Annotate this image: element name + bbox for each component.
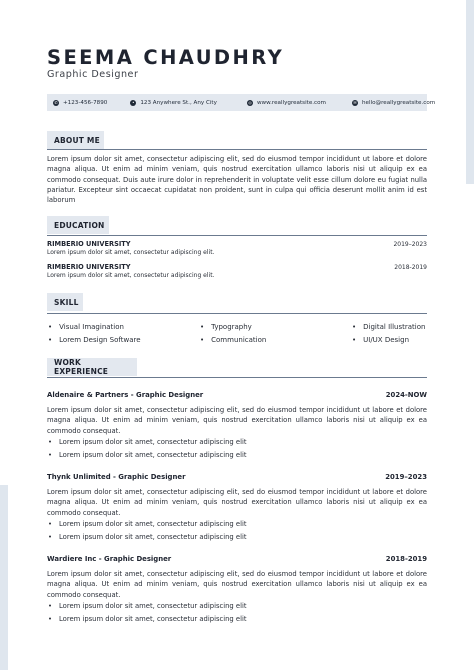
education-school: RIMBERIO UNIVERSITY	[47, 240, 131, 248]
job-description: Lorem ipsum dolor sit amet, consectetur adipiscing elit, sed do eiusmod tempor incididunt ut labore et dolore magna aliqua. Ut enim ad minim veniam, quis nostrud exercitation ullamco laboris nisi ut aliquip ex ea commodo consequat.	[47, 570, 427, 599]
job-bullet-text: Lorem ipsum dolor sit amet, consectetur adipiscing elit	[59, 438, 247, 446]
contact-email-text[interactable]: hello@reallygreatsite.com	[362, 99, 436, 106]
section-rule	[47, 313, 427, 314]
job-bullet: • Lorem ipsum dolor sit amet, consectetur adipiscing elit	[48, 615, 247, 623]
job-bullet-text: Lorem ipsum dolor sit amet, consectetur adipiscing elit	[59, 520, 247, 528]
skill-item: • Visual Imagination	[47, 323, 124, 331]
job-bullet-text: Lorem ipsum dolor sit amet, consectetur adipiscing elit	[59, 602, 247, 610]
skill-item: • UI/UX Design	[351, 336, 409, 344]
education-school: RIMBERIO UNIVERSITY	[47, 263, 131, 271]
contact-bar	[47, 94, 436, 111]
skill-item: • Lorem Design Software	[47, 336, 141, 344]
job-title: Aldenaire & Partners - Graphic Designer	[47, 391, 204, 399]
skill-item: • Communication	[199, 336, 266, 344]
section-heading-education: EDUCATION	[47, 216, 109, 234]
education-desc: Lorem ipsum dolor sit amet, consectetur adipiscing elit.	[47, 249, 215, 256]
education-entry	[47, 263, 427, 279]
location-pin-icon: •	[132, 99, 135, 105]
education-entry	[47, 240, 427, 256]
education-years: 2019–2023	[393, 241, 427, 248]
job-bullet-text: Lorem ipsum dolor sit amet, consectetur adipiscing elit	[59, 615, 247, 623]
contact-phone-text: +123-456-7890	[63, 99, 108, 106]
contact-address-text: 123 Anywhere St., Any City	[140, 99, 217, 106]
job-bullet-text: Lorem ipsum dolor sit amet, consectetur adipiscing elit	[59, 451, 247, 459]
section-heading-work: WORK EXPERIENCE	[47, 358, 137, 376]
education-years: 2018-2019	[394, 264, 427, 271]
section-rule	[47, 377, 427, 378]
skill-item: • Digital Illustration	[351, 323, 425, 331]
job-bullet-text: Lorem ipsum dolor sit amet, consectetur adipiscing elit	[59, 533, 247, 541]
skill-item: • Typography	[199, 323, 252, 331]
decorative-band-left	[0, 485, 8, 670]
globe-icon: ◎	[248, 99, 252, 105]
job-description: Lorem ipsum dolor sit amet, consectetur adipiscing elit, sed do eiusmod tempor incididunt ut labore et dolore magna aliqua. Ut enim ad minim veniam, quis nostrud exercitation ullamco laboris nisi ut aliquip ex ea commodo consequat.	[47, 406, 427, 435]
contact-address	[130, 100, 217, 106]
job-years: 2024-NOW	[385, 391, 427, 399]
contact-website-text[interactable]: www.reallygreatsite.com	[256, 99, 327, 106]
section-rule	[47, 149, 427, 150]
section-heading-skill: SKILL	[47, 293, 83, 311]
candidate-name: SEEMA CHAUDHRY	[47, 46, 285, 69]
job-bullet: • Lorem ipsum dolor sit amet, consectetur adipiscing elit	[48, 451, 247, 459]
section-heading-about: ABOUT ME	[47, 131, 104, 149]
job-description: Lorem ipsum dolor sit amet, consectetur adipiscing elit, sed do eiusmod tempor incididunt ut labore et dolore magna aliqua. Ut enim ad minim veniam, quis nostrud exercitation ullamco laboris nisi ut aliquip ex ea commodo consequat.	[47, 488, 427, 517]
about-text: Lorem ipsum dolor sit amet, consectetur adipiscing elit, sed do eiusmod tempor incididunt ut labore et dolore magna aliqua. Ut enim ad minim veniam, quis nostrud exercitation ullamco laboris nisi ut aliquip ex ea commodo consequat. Duis aute irure dolor in reprehenderit in voluptate velit esse cillum dolore eu fugiat nulla pariatur. Excepteur sint occaecat cupidatat non proident, sunt in culpa qui officia deserunt mollit anim id est laborum	[47, 155, 427, 205]
contact-phone	[53, 100, 107, 106]
decorative-band-right	[466, 0, 474, 184]
contact-website[interactable]	[247, 100, 326, 106]
job-bullet: • Lorem ipsum dolor sit amet, consectetur adipiscing elit	[48, 533, 247, 541]
job-bullet: • Lorem ipsum dolor sit amet, consectetur adipiscing elit	[48, 520, 247, 528]
section-rule	[47, 235, 427, 236]
education-desc: Lorem ipsum dolor sit amet, consectetur adipiscing elit.	[47, 272, 215, 279]
job-title: Thynk Unlimited - Graphic Designer	[47, 473, 186, 481]
mail-icon: ✉	[353, 99, 357, 105]
job-title: Wardiere Inc - Graphic Designer	[47, 555, 172, 563]
job-years: 2018-2019	[385, 555, 427, 563]
job-bullet: • Lorem ipsum dolor sit amet, consectetur adipiscing elit	[48, 602, 247, 610]
phone-icon: ✆	[54, 99, 58, 105]
candidate-role: Graphic Designer	[47, 69, 139, 80]
job-bullet: • Lorem ipsum dolor sit amet, consectetur adipiscing elit	[48, 438, 247, 446]
job-years: 2019–2023	[385, 473, 427, 481]
contact-email[interactable]	[352, 100, 435, 106]
